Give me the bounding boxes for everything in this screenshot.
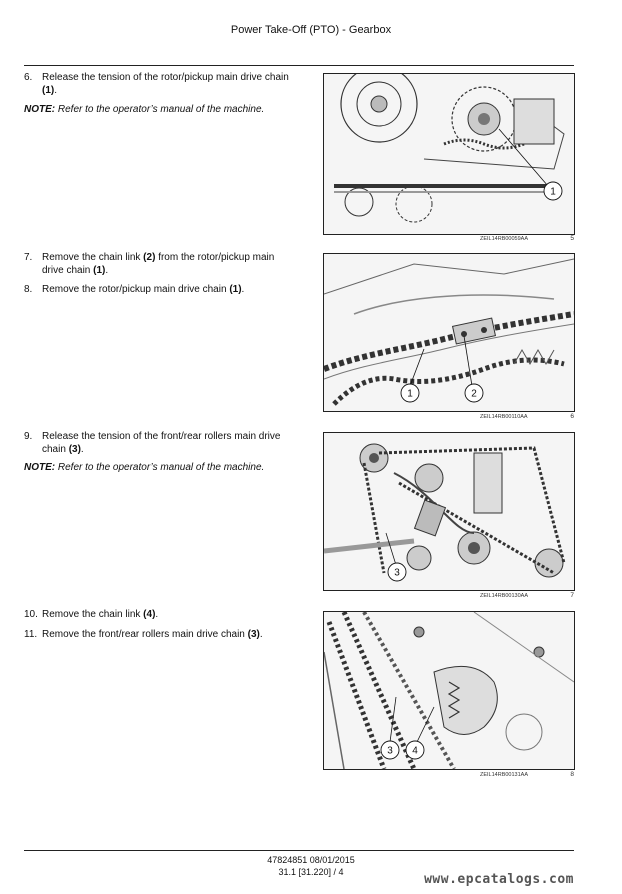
callout-ref: (3) xyxy=(68,443,81,455)
note-1 xyxy=(24,104,304,115)
step-text: from the rotor/pickup main xyxy=(158,252,275,263)
figure-code: ZEIL14RB00110AA xyxy=(480,414,528,420)
figure-callout: 4 xyxy=(412,745,418,757)
header-rule xyxy=(24,65,574,66)
step-text: drive chain xyxy=(42,264,91,276)
note-text: Refer to the operator’s manual of the machine. xyxy=(57,462,265,473)
figure-7-caption xyxy=(480,593,574,599)
figure-number: 5 xyxy=(570,235,574,242)
figure-code: ZEIL14RB00059AA xyxy=(480,236,529,242)
step-11 xyxy=(24,629,302,642)
step-number: 6. xyxy=(24,72,33,83)
callout-ref: (1) xyxy=(93,264,106,276)
step-6 xyxy=(24,72,302,97)
note-text: Refer to the operator’s manual of the machine. xyxy=(57,104,265,115)
figure-callout: 3 xyxy=(394,567,400,579)
footer-doc-info: 47824851 08/01/2015 xyxy=(267,855,355,865)
figure-callout: 1 xyxy=(407,388,413,400)
figure-6-image xyxy=(323,253,575,412)
step-tail: . xyxy=(241,284,245,295)
figure-code: ZEIL14RB00130AA xyxy=(480,593,529,599)
figure-callout: 2 xyxy=(471,388,477,400)
callout-ref: (4) xyxy=(143,609,156,620)
figure-number: 8 xyxy=(570,771,574,778)
step-tail: . xyxy=(80,443,84,455)
step-text: chain xyxy=(42,443,66,455)
step-10 xyxy=(24,609,302,622)
step-7 xyxy=(24,252,302,277)
figure-code: ZEIL14RB00131AA xyxy=(480,772,529,778)
note-label: NOTE: xyxy=(24,462,56,473)
figure-8-caption xyxy=(480,772,574,778)
callout-ref: (2) xyxy=(143,252,156,263)
step-text: Release the tension of the front/rear rollers main drive xyxy=(42,431,281,442)
watermark: www.epcatalogs.com xyxy=(424,872,574,887)
step-text: Remove the rotor/pickup main drive chain xyxy=(42,284,227,295)
step-text: Remove the chain link xyxy=(42,252,141,263)
footer-rule xyxy=(24,850,574,851)
callout-ref: (1) xyxy=(229,284,242,295)
step-tail: . xyxy=(259,629,263,640)
figure-8-image xyxy=(323,611,575,770)
figure-number: 7 xyxy=(570,592,574,599)
page-title: Power Take-Off (PTO) - Gearbox xyxy=(230,24,392,36)
callout-ref: (1) xyxy=(42,84,55,96)
step-number: 10. xyxy=(24,609,38,620)
footer-page-number: 31.1 [31.220] / 4 xyxy=(278,867,344,877)
figure-5-image xyxy=(323,73,575,235)
callout-ref: (3) xyxy=(247,629,260,640)
figure-7-image xyxy=(323,432,575,591)
step-8 xyxy=(24,284,302,297)
step-text: Remove the chain link xyxy=(42,609,141,620)
figure-callout: 1 xyxy=(550,186,556,198)
figure-number: 6 xyxy=(570,413,574,420)
step-tail: . xyxy=(105,264,109,276)
figure-6-caption xyxy=(480,414,574,420)
step-number: 7. xyxy=(24,252,33,263)
note-label: NOTE: xyxy=(24,104,56,115)
step-text: Remove the front/rear rollers main drive chain xyxy=(42,629,245,640)
step-number: 8. xyxy=(24,284,33,295)
step-tail: . xyxy=(155,609,159,620)
step-9 xyxy=(24,431,302,456)
note-2 xyxy=(24,462,304,473)
step-number: 11. xyxy=(24,629,38,640)
step-number: 9. xyxy=(24,431,33,442)
step-tail: . xyxy=(54,84,58,96)
figure-5-caption xyxy=(480,236,574,242)
figure-callout: 3 xyxy=(387,745,393,757)
step-text: Release the tension of the rotor/pickup main drive chain xyxy=(42,72,289,83)
